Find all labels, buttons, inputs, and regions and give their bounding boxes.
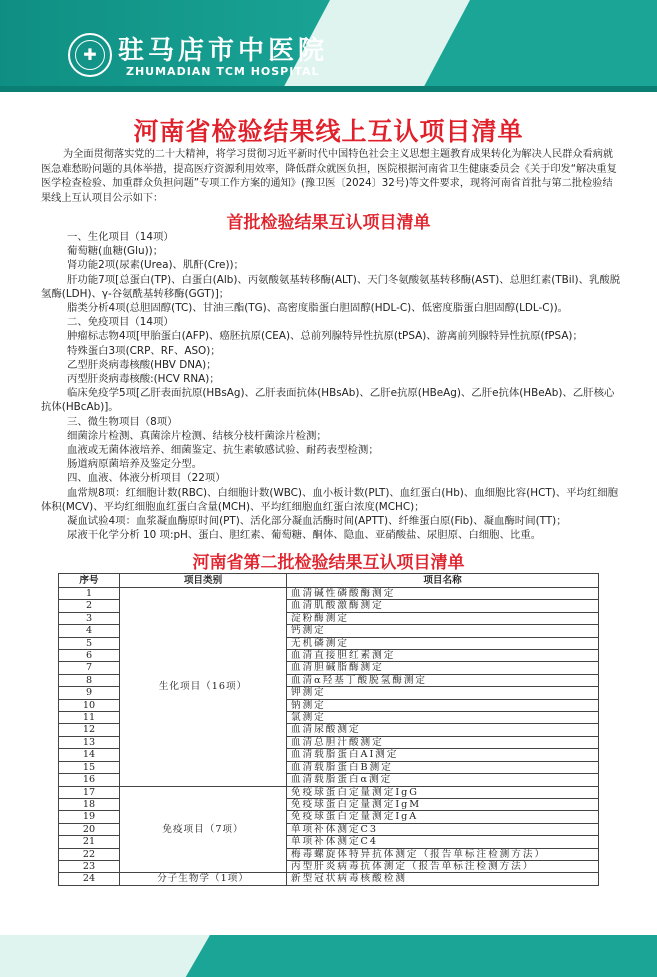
list-item: 乙型肝炎病毒核酸(HBV DNA)； [67, 358, 217, 371]
list-heading: 四、血液、体液分析项目（22项） [67, 472, 226, 485]
list-item: 血常规8项：红细胞计数(RBC)、白细胞计数(WBC)、血小板计数(PLT)、血红蛋白(Hb)、血细胞比容(HCT)、平均红细胞体积(MCV)、平均红细胞血红蛋白含量(MCH)、平均红细胞血红蛋白浓度(MCHC)； [41, 486, 619, 513]
row-index: 3 [59, 612, 120, 624]
col-header-index: 序号 [59, 574, 120, 588]
list-item: 肝功能7项[总蛋白(TP)、白蛋白(Alb)、丙氨酸氨基转移酶(ALT)、天门冬氨酸氨基转移酶(AST)、总胆红素(TBil)、乳酸脱氢酶(LDH)、γ-谷氨酰基转移酶(GGT)]； [41, 273, 621, 300]
row-item-name: 梅毒螺旋体特异抗体测定（报告单标注检测方法） [287, 848, 599, 860]
row-item-name: 血清尿酸测定 [287, 724, 599, 736]
footer-light-stripe [0, 935, 210, 977]
row-item-name: 血清载脂蛋白B测定 [287, 761, 599, 773]
list-heading: 二、免疫项目（14项） [67, 316, 174, 329]
row-item-name: 血清直接胆红素测定 [287, 650, 599, 662]
row-index: 1 [59, 588, 120, 600]
table-header-row [59, 574, 599, 588]
hospital-name-cn: 驻马店市中医院 [118, 36, 329, 66]
row-item-name: 血清载脂蛋白AⅠ测定 [287, 749, 599, 761]
page-header [0, 0, 657, 100]
row-index: 14 [59, 749, 120, 761]
list-item: 细菌涂片检测、真菌涂片检测、结核分枝杆菌涂片检测； [67, 429, 327, 442]
row-item-name: 钾测定 [287, 687, 599, 699]
hospital-name-en: ZHUMADIAN TCM HOSPITAL [126, 65, 320, 78]
row-item-name: 血清肌酸激酶测定 [287, 600, 599, 612]
list-item: 葡萄糖(血糖(Glu))； [67, 245, 164, 258]
row-index: 20 [59, 823, 120, 835]
list-item: 尿液干化学分析 10 项:pH、蛋白、胆红素、葡萄糖、酮体、隐血、亚硝酸盐、尿胆原、白细胞、比重。 [67, 529, 542, 542]
intro-paragraph: 为全面贯彻落实党的二十大精神，将学习贯彻习近平新时代中国特色社会主义思想主题教育成果转化为解决人民群众看病就医急难愁盼问题的具体举措，提高医疗资源利用效率，降低群众就医负担，医院根据河南省卫生健康委员会《关于印发“解决重复医学检查检验、加重群众负担问题”专项工作方案的通知》(豫卫医〔2024〕32号)等文件要求，现将河南省首批与第二批检验结果线上互认项目公示如下： [41, 149, 617, 204]
second-batch-title: 河南省第二批检验结果互认项目清单 [192, 553, 465, 573]
row-item-name: 单项补体测定C3 [287, 823, 599, 835]
row-index: 22 [59, 848, 120, 860]
list-item: 临床免疫学5项[乙肝表面抗原(HBsAg)、乙肝表面抗体(HBsAb)、乙肝e抗原(HBeAg)、乙肝e抗体(HBeAb)、乙肝核心抗体(HBcAb)]。 [41, 387, 615, 414]
row-index: 4 [59, 625, 120, 637]
first-batch-title: 首批检验结果互认项目清单 [226, 213, 431, 233]
first-batch-list [41, 230, 621, 542]
row-index: 24 [59, 873, 120, 885]
list-item: 血液或无菌体液培养、细菌鉴定、抗生素敏感试验、耐药表型检测； [67, 444, 379, 457]
row-item-name: 血清胆碱脂酶测定 [287, 662, 599, 674]
row-index: 13 [59, 736, 120, 748]
row-item-name: 单项补体测定C4 [287, 836, 599, 848]
list-item: 肠道病原菌培养及鉴定分型。 [67, 458, 203, 471]
row-item-name: 淀粉酶测定 [287, 612, 599, 624]
row-index: 2 [59, 600, 120, 612]
row-item-name: 免疫球蛋白定量测定IgM [287, 798, 599, 810]
list-item: 特殊蛋白3项(CRP、RF、ASO)； [67, 344, 221, 357]
row-index: 10 [59, 699, 120, 711]
row-index: 5 [59, 637, 120, 649]
row-item-name: 钠测定 [287, 699, 599, 711]
row-index: 15 [59, 761, 120, 773]
row-item-name: 免疫球蛋白定量测定IgG [287, 786, 599, 798]
list-item: 丙型肝炎病毒核酸:(HCV RNA)； [67, 373, 220, 386]
row-item-name: 免疫球蛋白定量测定IgA [287, 811, 599, 823]
row-item-name: 氯测定 [287, 712, 599, 724]
list-heading: 一、生化项目（14项） [67, 231, 174, 243]
row-category: 生化项目（16项） [120, 588, 287, 787]
page-title: 河南省检验结果线上互认项目清单 [133, 117, 524, 146]
row-index: 7 [59, 662, 120, 674]
row-item-name: 血清α羟基丁酸脱氢酶测定 [287, 674, 599, 686]
table-row [59, 873, 599, 885]
row-category: 分子生物学（1项） [120, 873, 287, 885]
row-index: 19 [59, 811, 120, 823]
row-index: 9 [59, 687, 120, 699]
hospital-logo-icon: ✚ [68, 33, 112, 77]
row-index: 16 [59, 774, 120, 786]
row-item-name: 钙测定 [287, 625, 599, 637]
row-index: 18 [59, 798, 120, 810]
row-item-name: 无机磷测定 [287, 637, 599, 649]
row-index: 17 [59, 786, 120, 798]
row-item-name: 血清载脂蛋白α测定 [287, 774, 599, 786]
list-heading: 三、微生物项目（8项） [67, 415, 178, 428]
list-item: 凝血试验4项：血浆凝血酶原时间(PT)、活化部分凝血活酶时间(APTT)、纤维蛋白原(Fib)、凝血酶时间(TT)； [67, 515, 567, 528]
table-row [59, 588, 599, 600]
row-index: 8 [59, 674, 120, 686]
second-batch-table [58, 573, 599, 886]
row-index: 6 [59, 650, 120, 662]
row-category: 免疫项目（7项） [120, 786, 287, 873]
row-item-name: 血清总胆汁酸测定 [287, 736, 599, 748]
list-item: 肿瘤标志物4项[甲胎蛋白(AFP)、癌胚抗原(CEA)、总前列腺特异性抗原(tPSA)、游离前列腺特异性抗原(fPSA)； [67, 330, 583, 343]
row-item-name: 新型冠状病毒核酸检测 [287, 873, 599, 885]
row-index: 23 [59, 860, 120, 872]
row-index: 11 [59, 712, 120, 724]
list-item: 肾功能2项(尿素(Urea)、肌酐(Cre))； [67, 259, 244, 272]
table-row [59, 786, 599, 798]
header-bottom-line [0, 86, 657, 92]
row-index: 21 [59, 836, 120, 848]
row-index: 12 [59, 724, 120, 736]
col-header-name: 项目名称 [287, 574, 599, 588]
row-item-name: 血清碱性磷酸酶测定 [287, 588, 599, 600]
row-item-name: 丙型肝炎病毒抗体测定（报告单标注检测方法） [287, 860, 599, 872]
col-header-category: 项目类别 [120, 574, 287, 588]
list-item: 脂类分析4项(总胆固醇(TC)、甘油三酯(TG)、高密度脂蛋白胆固醇(HDL-C)、低密度脂蛋白胆固醇(LDL-C))。 [67, 302, 569, 315]
